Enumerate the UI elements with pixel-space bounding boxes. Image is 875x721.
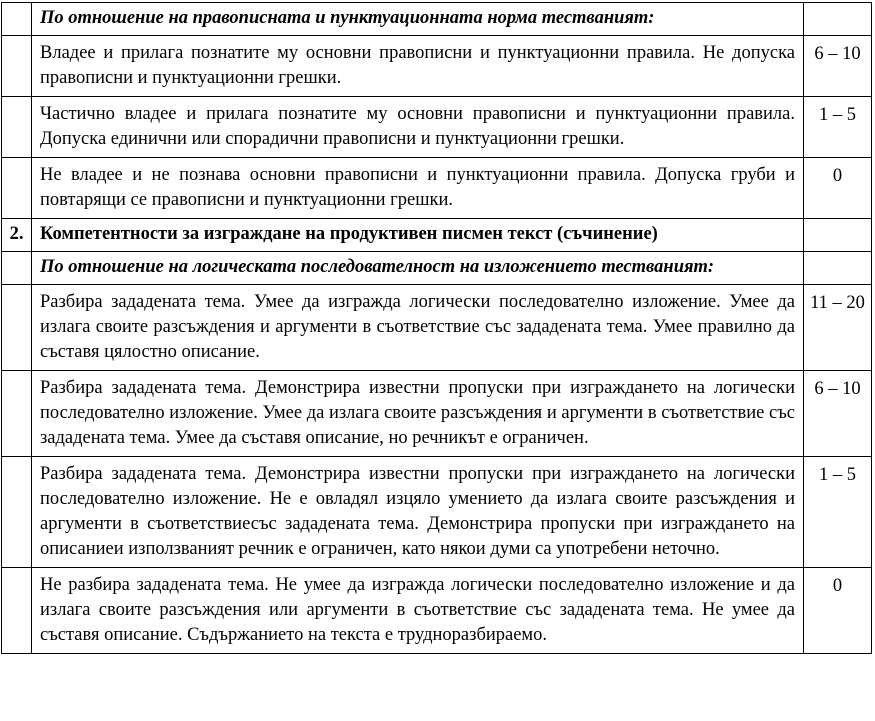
- subheading-row: [2, 252, 872, 285]
- criterion-row: [2, 36, 872, 97]
- criterion-text: Частично владее и прилага познатите му основни правописни и пунктуационни правила. Допуска единични или спорадични правописни и пунктуационни грешки.: [32, 97, 804, 158]
- criterion-row: [2, 568, 872, 654]
- number-cell: [2, 568, 32, 654]
- criterion-row: [2, 371, 872, 457]
- number-cell: [2, 371, 32, 457]
- section-heading: Компетентности за изграждане на продуктивен писмен текст (съчинение): [32, 219, 804, 252]
- rubric-table: [1, 2, 872, 654]
- score-cell: [804, 219, 872, 252]
- criterion-row: [2, 457, 872, 568]
- score-cell: [804, 252, 872, 285]
- number-cell: [2, 285, 32, 371]
- score-cell: [804, 3, 872, 36]
- criterion-row: [2, 158, 872, 219]
- number-cell: [2, 252, 32, 285]
- number-cell: [2, 3, 32, 36]
- criterion-score: 1 – 5: [804, 97, 872, 158]
- criterion-text: Разбира зададената тема. Умее да изгражда логически последователно изложение. Умее да излага своите разсъждения и аргументи в съответствие със зададената тема. Умее правилно да съставя цялостно описание.: [32, 285, 804, 371]
- subheading-row: [2, 3, 872, 36]
- criterion-row: [2, 97, 872, 158]
- criterion-score: 0: [804, 568, 872, 654]
- number-cell: [2, 36, 32, 97]
- criterion-score: 6 – 10: [804, 371, 872, 457]
- criterion-score: 1 – 5: [804, 457, 872, 568]
- number-cell: [2, 97, 32, 158]
- criterion-row: [2, 285, 872, 371]
- criterion-text: Владее и прилага познатите му основни правописни и пунктуационни правила. Не допуска правописни и пунктуационни грешки.: [32, 36, 804, 97]
- subheading-logic: По отношение на логическата последователност на изложението тестваният:: [32, 252, 804, 285]
- criterion-score: 11 – 20: [804, 285, 872, 371]
- criterion-score: 0: [804, 158, 872, 219]
- criterion-text: Не владее и не познава основни правописни и пунктуационни правила. Допуска груби и повтарящи се правописни и пунктуационни грешки.: [32, 158, 804, 219]
- number-cell: [2, 457, 32, 568]
- section-number: 2.: [2, 219, 32, 252]
- criterion-score: 6 – 10: [804, 36, 872, 97]
- criterion-text: Разбира зададената тема. Демонстрира известни пропуски при изграждането на логически последователно изложение. Умее да излага своите разсъждения и аргументи в съответствие със зададената тема. Умее да съставя описание, но речникът е ограничен.: [32, 371, 804, 457]
- number-cell: [2, 158, 32, 219]
- section-heading-row: [2, 219, 872, 252]
- criterion-text: Не разбира зададената тема. Не умее да изгражда логически последователно изложение и да излага своите разсъждения или аргументи в съответствие със зададената тема. Не умее да съставя описание. Съдържанието на текста е трудноразбираемо.: [32, 568, 804, 654]
- criterion-text: Разбира зададената тема. Демонстрира известни пропуски при изграждането на логически последователно изложение. Не е овладял изцяло умението да излага своите разсъждения и аргументи в съответствиесъс зададената тема. Демонстрира пропуски при изграждането на описаниеи използваният речник е ограничен, като някои думи са употребени неточно.: [32, 457, 804, 568]
- subheading-spelling: По отношение на правописната и пунктуационната норма тестваният:: [32, 3, 804, 36]
